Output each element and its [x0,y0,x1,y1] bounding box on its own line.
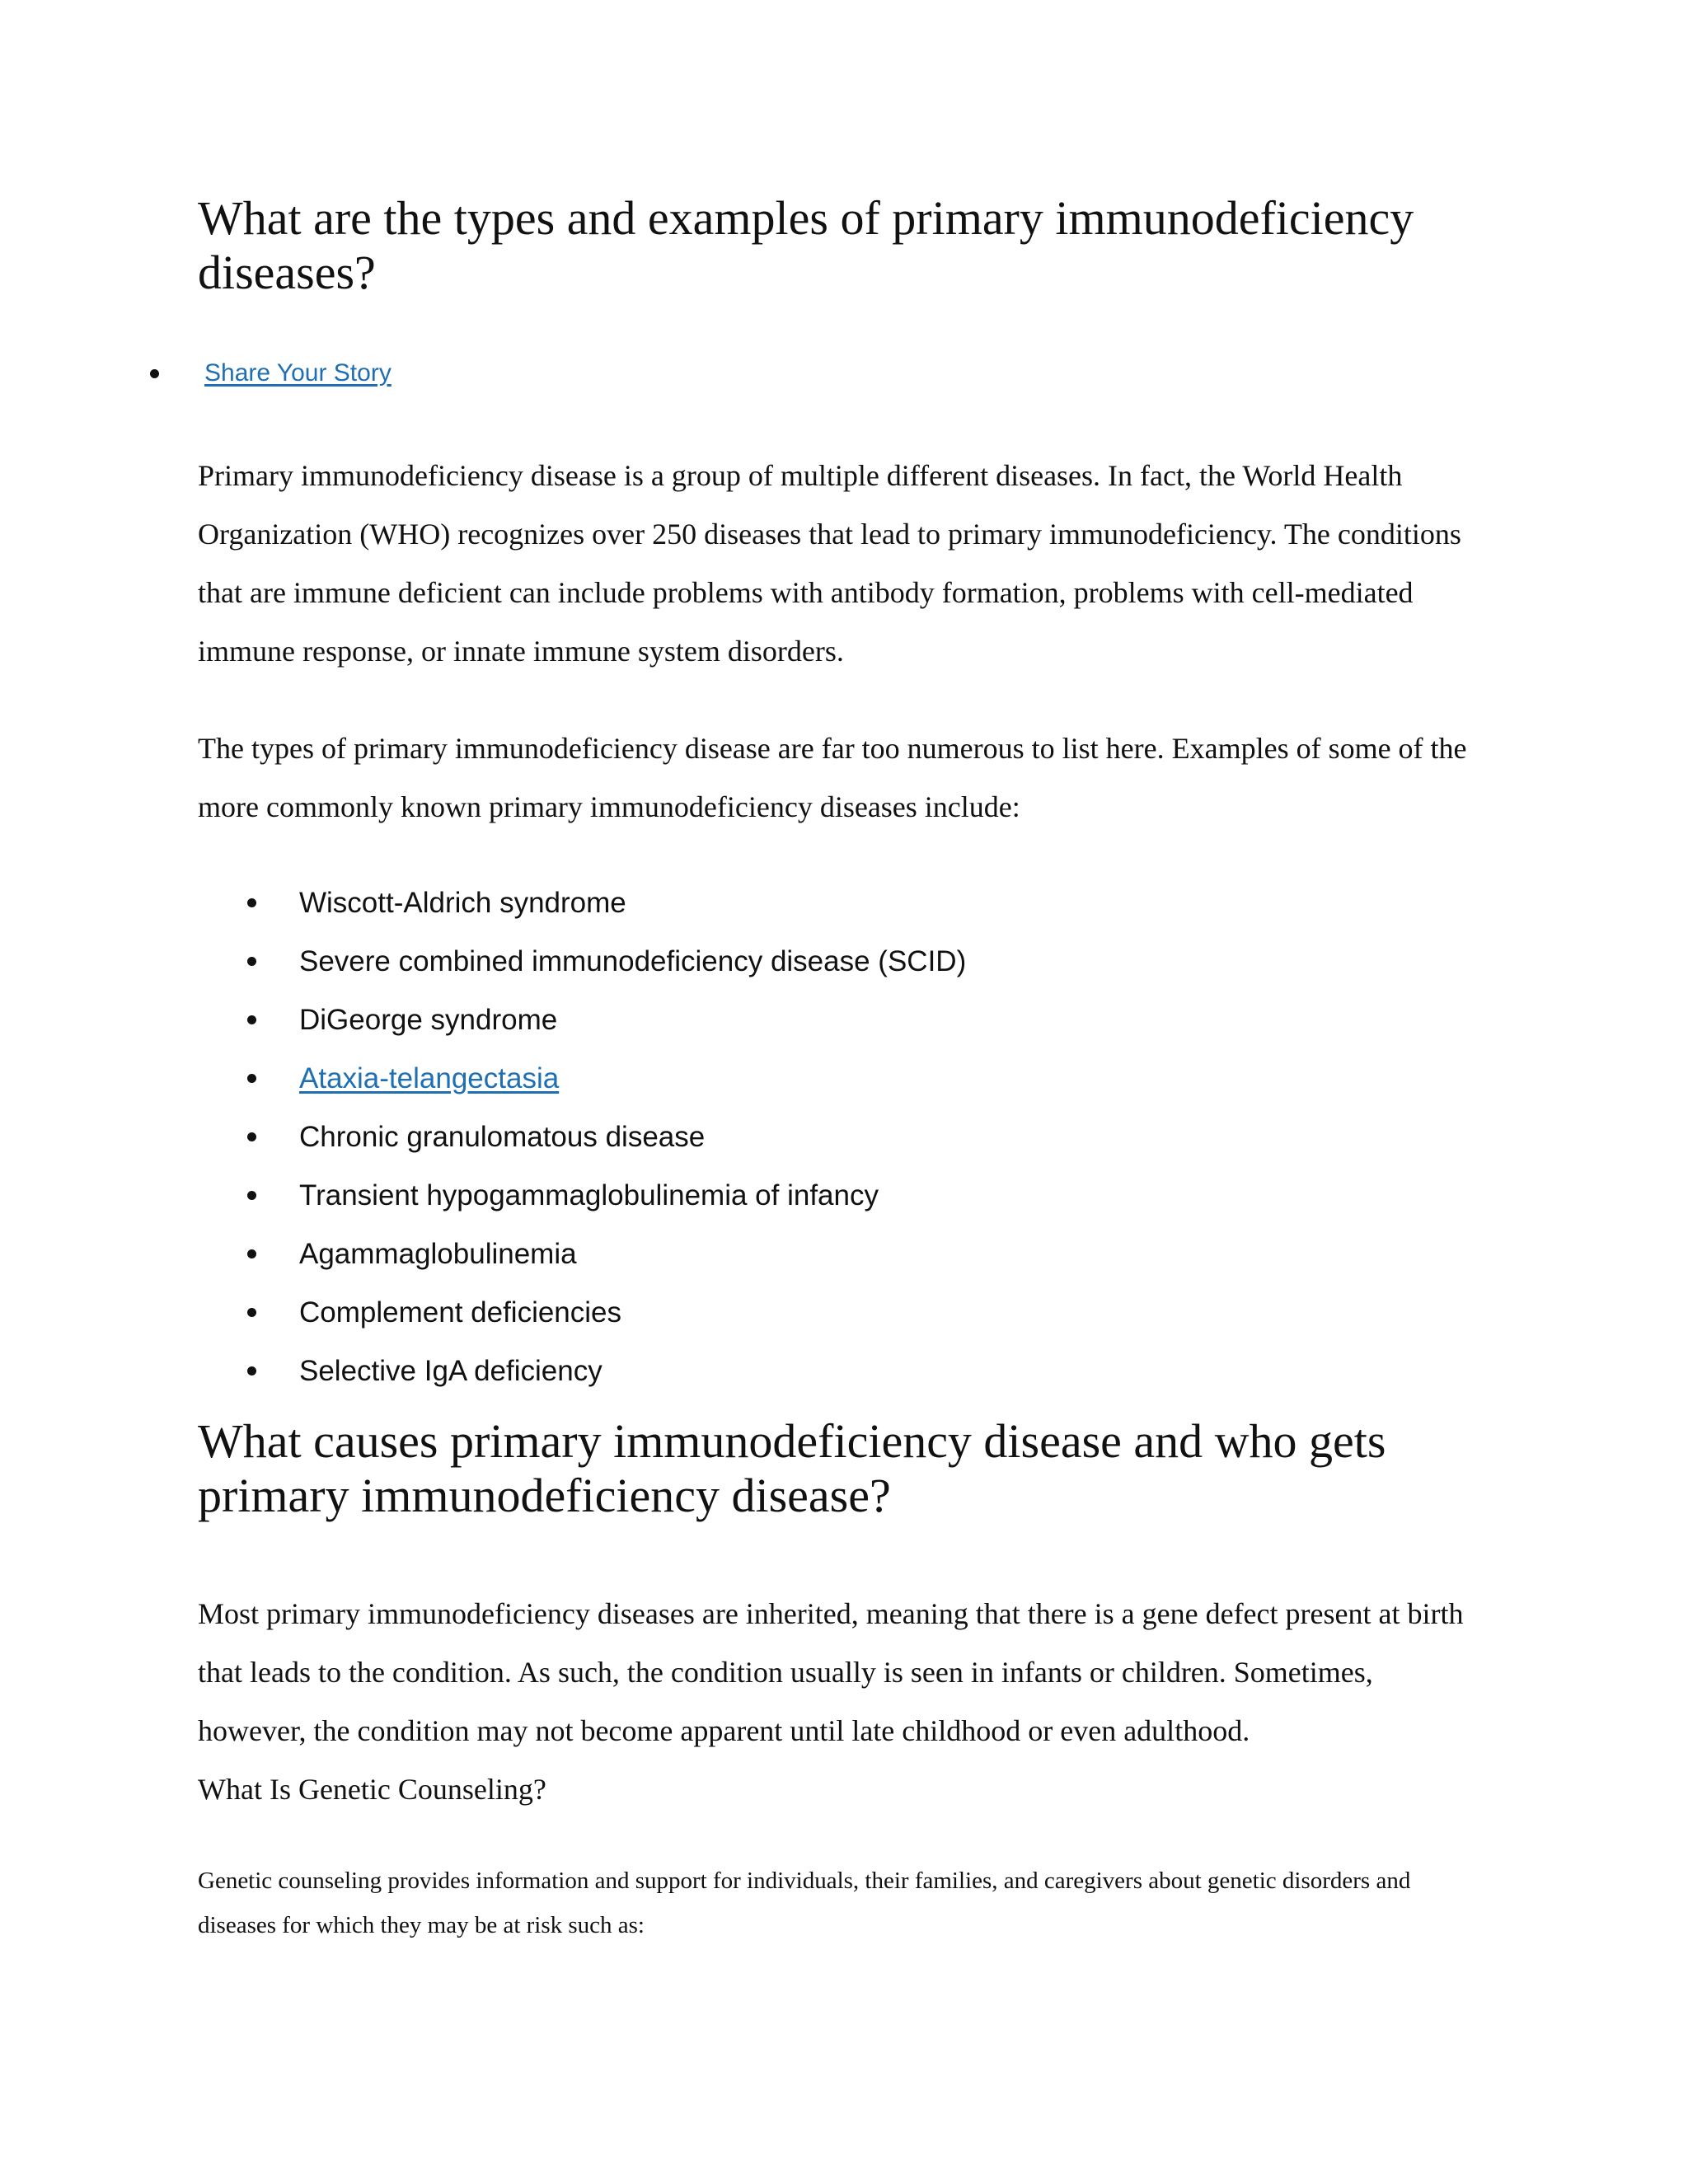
paragraph-causes: Most primary immunodeficiency diseases are inherited, meaning that there is a gene defect present at birth that leads to the condition. As such, the condition usually is seen in infants or children. Sometimes, however, the condition may not become apparent until late childhood or even adulthood. [198,1597,1464,1747]
bullet-icon [247,957,256,966]
examples-list [247,874,966,1400]
list-item [247,1225,966,1283]
bullet-icon [247,1249,256,1258]
paragraph-types: The types of primary immunodeficiency disease are far too numerous to list here. Examples of some of the more commonly known primary immunodeficiency diseases include: [198,732,1467,823]
list-item-label: Chronic granulomatous disease [299,1120,706,1153]
bullet-icon [150,369,159,378]
list-item-label: DiGeorge syndrome [299,1003,558,1036]
share-story-item [150,359,392,387]
list-item-label: Severe combined immunodeficiency disease (SCID) [299,944,967,977]
ataxia-telangectasia-link[interactable]: Ataxia-telangectasia [299,1062,560,1094]
list-item [247,1283,966,1342]
paragraph-genetic-counseling: Genetic counseling provides information and support for individuals, their families, and caregivers about genetic disorders and diseases for which they may be at risk such as: [198,1868,1411,1938]
list-item [247,932,966,991]
bullet-icon [247,1074,256,1083]
section-heading-genetic-counseling: What Is Genetic Counseling? [198,1773,546,1806]
section-heading-causes: What causes primary immunodeficiency disease and who gets primary immunodeficiency disease? [198,1414,1386,1522]
list-item [247,1108,966,1166]
bullet-icon [247,1132,256,1141]
bullet-icon [247,1191,256,1200]
list-item [247,1342,966,1400]
list-item-label: Transient hypogammaglobulinemia of infancy [299,1179,879,1212]
section-heading-types: What are the types and examples of primary immunodeficiency diseases? [198,191,1414,299]
paragraph-intro: Primary immunodeficiency disease is a group of multiple different diseases. In fact, the World Health Organization (WHO) recognizes over 250 diseases that lead to primary immunodeficiency. The conditions that are immune deficient can include problems with antibody formation, problems with cell-mediated immune response, or innate immune system disorders. [198,459,1461,668]
bullet-icon [247,1015,256,1024]
bullet-icon [247,898,256,907]
list-item-label: Complement deficiencies [299,1296,622,1329]
list-item [247,874,966,932]
list-item-label: Selective IgA deficiency [299,1354,603,1387]
share-your-story-link[interactable]: Share Your Story [204,359,392,387]
bullet-icon [247,1308,256,1317]
list-item-label: Agammaglobulinemia [299,1237,577,1270]
list-item-label: Wiscott-Aldrich syndrome [299,886,626,919]
list-item [247,1049,966,1108]
list-item [247,991,966,1049]
list-item [247,1166,966,1225]
bullet-icon [247,1366,256,1376]
